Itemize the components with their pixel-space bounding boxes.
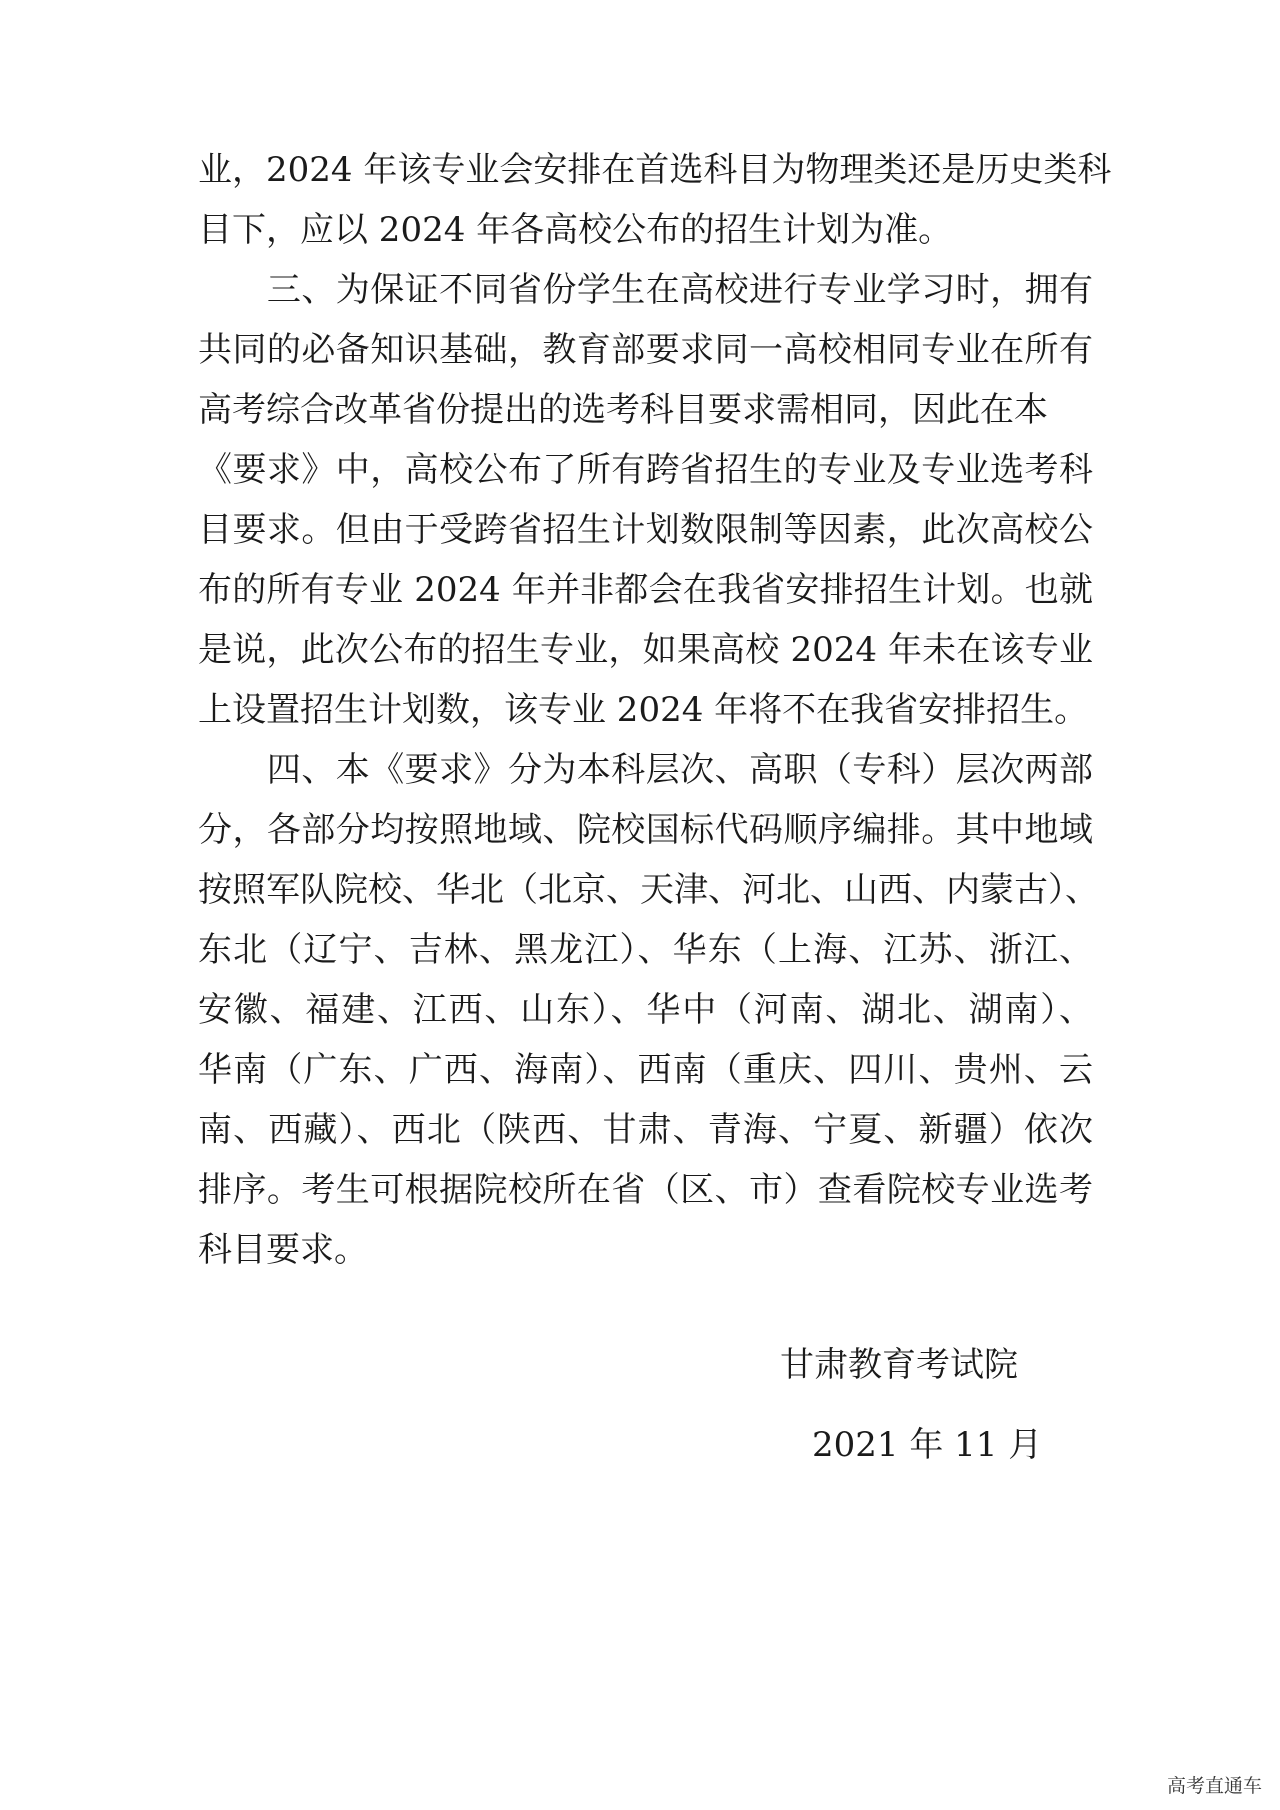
- text-line-2: 目下，应以 2024 年各高校公布的招生计划为准。: [198, 210, 953, 250]
- text-line-19: 科目要求。: [198, 1230, 368, 1270]
- text-line-13: 按照军队院校、华北（北京、天津、河北、山西、内蒙古）、: [198, 870, 1099, 910]
- text-line-7: 目要求。但由于受跨省招生计划数限制等因素，此次高校公: [198, 510, 1093, 550]
- text-line-11: 四、本《要求》分为本科层次、高职（专科）层次两部: [198, 750, 1093, 790]
- text-line-15: 安徽、福建、江西、山东）、华中（河南、湖北、湖南）、: [198, 990, 1093, 1030]
- text-line-14: 东北（辽宁、吉林、黑龙江）、华东（上海、江苏、浙江、: [198, 930, 1093, 970]
- text-line-16: 华南（广东、广西、海南）、西南（重庆、四川、贵州、云: [198, 1050, 1093, 1090]
- text-line-12: 分，各部分均按照地域、院校国标代码顺序编排。其中地域: [198, 810, 1093, 850]
- text-line-18: 排序。考生可根据院校所在省（区、市）查看院校专业选考: [198, 1170, 1093, 1210]
- text-line-17: 南、西藏）、西北（陕西、甘肃、青海、宁夏、新疆）依次: [198, 1110, 1093, 1150]
- text-line-5: 高考综合改革省份提出的选考科目要求需相同，因此在本: [198, 390, 1048, 430]
- signature-date: 2021 年 11 月: [812, 1425, 1043, 1465]
- text-line-3: 三、为保证不同省份学生在高校进行专业学习时，拥有: [198, 270, 1093, 310]
- signature-organization: 甘肃教育考试院: [780, 1345, 1018, 1385]
- text-line-1: 业，2024 年该专业会安排在首选科目为物理类还是历史类科: [198, 150, 1112, 190]
- text-line-9: 是说，此次公布的招生专业，如果高校 2024 年未在该专业: [198, 630, 1093, 670]
- text-line-8: 布的所有专业 2024 年并非都会在我省安排招生计划。也就: [198, 570, 1093, 610]
- text-line-10: 上设置招生计划数，该专业 2024 年将不在我省安排招生。: [198, 690, 1089, 730]
- watermark-label: 高考直通车: [1163, 1769, 1266, 1800]
- text-line-6: 《要求》中，高校公布了所有跨省招生的专业及专业选考科: [198, 450, 1093, 490]
- text-line-4: 共同的必备知识基础，教育部要求同一高校相同专业在所有: [198, 330, 1093, 370]
